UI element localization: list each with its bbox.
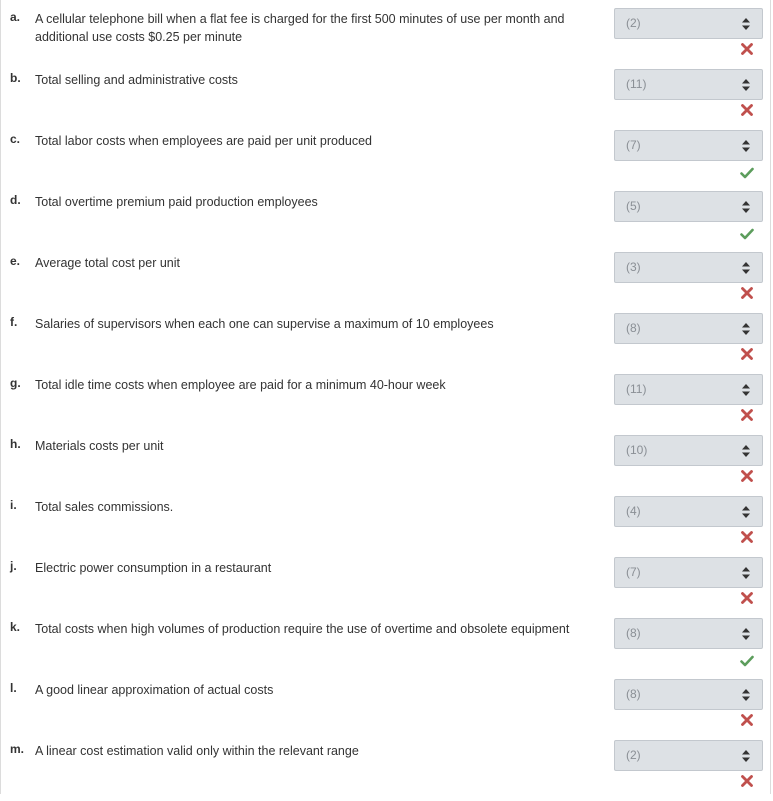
answer-select[interactable] bbox=[614, 130, 763, 161]
question-letter: e. bbox=[10, 254, 21, 268]
question-row bbox=[0, 313, 773, 374]
question-text: Total labor costs when employees are paid per unit produced bbox=[35, 134, 373, 148]
question-row bbox=[0, 557, 773, 618]
sort-arrows-icon bbox=[742, 505, 750, 519]
answer-select[interactable] bbox=[614, 679, 763, 710]
question-letter: k. bbox=[10, 620, 21, 634]
question-text: Total idle time costs when employee are paid for a minimum 40-hour week bbox=[35, 378, 446, 392]
answer-select-value: (8) bbox=[626, 321, 641, 335]
question-row bbox=[0, 618, 773, 679]
answer-select[interactable] bbox=[614, 435, 763, 466]
answer-select-value: (7) bbox=[626, 565, 641, 579]
x-icon bbox=[740, 469, 754, 483]
answer-select[interactable] bbox=[614, 618, 763, 649]
question-text: Electric power consumption in a restaurant bbox=[35, 561, 272, 575]
answer-select-value: (4) bbox=[626, 504, 641, 518]
sort-arrows-icon bbox=[742, 17, 750, 31]
question-text: A linear cost estimation valid only within the relevant range bbox=[35, 744, 359, 758]
x-icon bbox=[740, 591, 754, 605]
x-icon bbox=[740, 530, 754, 544]
x-icon bbox=[740, 774, 754, 788]
check-icon bbox=[740, 654, 754, 668]
question-letter: f. bbox=[10, 315, 18, 329]
answer-select[interactable] bbox=[614, 313, 763, 344]
question-letter: d. bbox=[10, 193, 21, 207]
question-row bbox=[0, 191, 773, 252]
sort-arrows-icon bbox=[742, 383, 750, 397]
question-letter: j. bbox=[10, 559, 17, 573]
answer-select[interactable] bbox=[614, 191, 763, 222]
answer-select-value: (2) bbox=[626, 748, 641, 762]
sort-arrows-icon bbox=[742, 322, 750, 336]
question-row bbox=[0, 740, 773, 801]
question-text: A good linear approximation of actual costs bbox=[35, 683, 274, 697]
answer-select[interactable] bbox=[614, 557, 763, 588]
question-row bbox=[0, 69, 773, 130]
sort-arrows-icon bbox=[742, 627, 750, 641]
question-row bbox=[0, 130, 773, 191]
sort-arrows-icon bbox=[742, 566, 750, 580]
question-letter: a. bbox=[10, 10, 21, 24]
answer-select-value: (11) bbox=[626, 77, 647, 91]
question-row bbox=[0, 435, 773, 496]
answer-select-value: (8) bbox=[626, 687, 641, 701]
x-icon bbox=[740, 347, 754, 361]
answer-select[interactable] bbox=[614, 374, 763, 405]
question-letter: i. bbox=[10, 498, 17, 512]
question-text: Salaries of supervisors when each one can supervise a maximum of 10 employees bbox=[35, 317, 494, 331]
question-row bbox=[0, 496, 773, 557]
answer-select[interactable] bbox=[614, 252, 763, 283]
question-letter: b. bbox=[10, 71, 21, 85]
x-icon bbox=[740, 713, 754, 727]
question-row bbox=[0, 8, 773, 69]
answer-select-value: (11) bbox=[626, 382, 647, 396]
x-icon bbox=[740, 286, 754, 300]
question-letter: m. bbox=[10, 742, 25, 756]
question-letter: h. bbox=[10, 437, 21, 451]
question-text: Total costs when high volumes of production require the use of overtime and obsolete equipment bbox=[35, 622, 570, 636]
question-text: Total sales commissions. bbox=[35, 500, 174, 514]
answer-select-value: (7) bbox=[626, 138, 641, 152]
sort-arrows-icon bbox=[742, 688, 750, 702]
sort-arrows-icon bbox=[742, 200, 750, 214]
question-letter: g. bbox=[10, 376, 21, 390]
question-text: Materials costs per unit bbox=[35, 439, 164, 453]
question-letter: l. bbox=[10, 681, 17, 695]
x-icon bbox=[740, 408, 754, 422]
sort-arrows-icon bbox=[742, 444, 750, 458]
answer-select-value: (5) bbox=[626, 199, 641, 213]
x-icon bbox=[740, 42, 754, 56]
answer-select-value: (8) bbox=[626, 626, 641, 640]
x-icon bbox=[740, 103, 754, 117]
question-row bbox=[0, 252, 773, 313]
answer-select[interactable] bbox=[614, 496, 763, 527]
sort-arrows-icon bbox=[742, 78, 750, 92]
question-text: Total overtime premium paid production employees bbox=[35, 195, 318, 209]
sort-arrows-icon bbox=[742, 749, 750, 763]
question-letter: c. bbox=[10, 132, 21, 146]
question-text: A cellular telephone bill when a flat fee is charged for the first 500 minutes of use per month and additional use costs $0.25 per minute bbox=[35, 12, 565, 44]
answer-select-value: (10) bbox=[626, 443, 648, 457]
answer-select[interactable] bbox=[614, 8, 763, 39]
answer-select-value: (2) bbox=[626, 16, 641, 30]
question-row bbox=[0, 679, 773, 740]
question-text: Total selling and administrative costs bbox=[35, 73, 238, 87]
answer-select[interactable] bbox=[614, 69, 763, 100]
answer-select[interactable] bbox=[614, 740, 763, 771]
question-row bbox=[0, 374, 773, 435]
answer-select-value: (3) bbox=[626, 260, 641, 274]
question-text: Average total cost per unit bbox=[35, 256, 180, 270]
sort-arrows-icon bbox=[742, 261, 750, 275]
check-icon bbox=[740, 166, 754, 180]
sort-arrows-icon bbox=[742, 139, 750, 153]
check-icon bbox=[740, 227, 754, 241]
